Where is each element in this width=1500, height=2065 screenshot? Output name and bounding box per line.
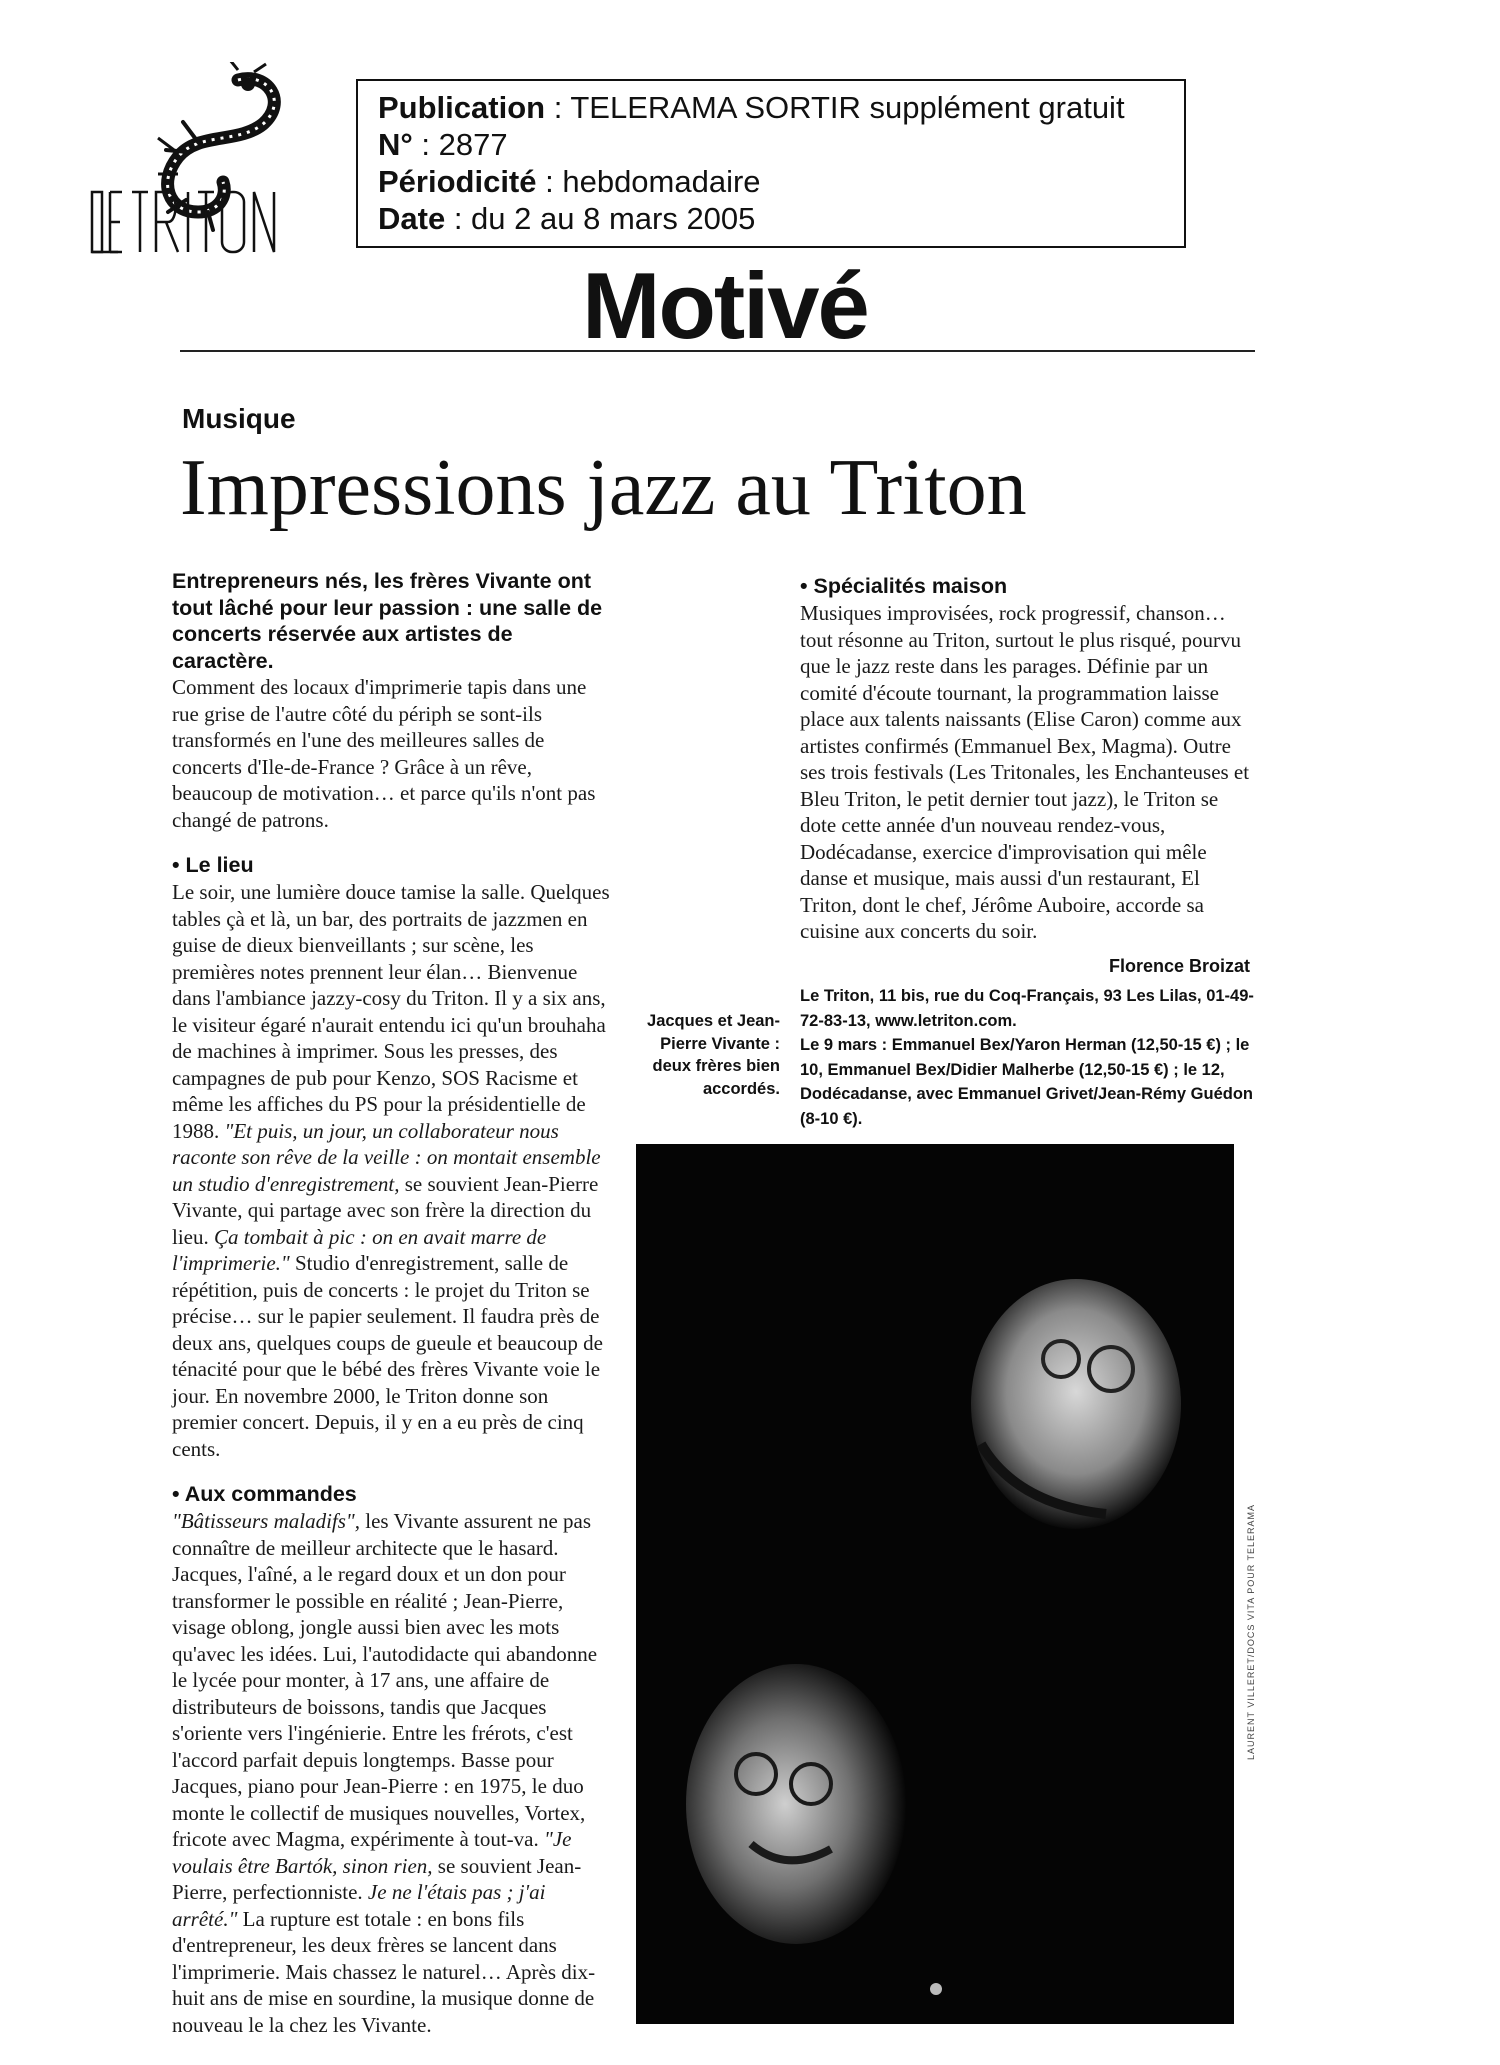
date-row [378, 200, 1164, 237]
section-body-aux-commandes [172, 1508, 612, 2038]
practical-info [800, 984, 1260, 1131]
concert-dates: Le 9 mars : Emmanuel Bex/Yaron Herman (12,50-15 €) ; le 10, Emmanuel Bex/Didier Malherbe (12,50-15 €) ; le 12, Dodécadanse, avec Emmanuel Grivet/Jean-Rémy Guédon (8-10 €). [800, 1036, 1254, 1128]
salamander-icon [88, 62, 293, 267]
number-label: N° [378, 127, 413, 162]
date-value: du 2 au 8 mars 2005 [471, 201, 756, 236]
le-triton-logo [88, 62, 293, 267]
periodicity-label: Périodicité [378, 164, 537, 199]
venue-address: Le Triton, 11 bis, rue du Coq-Français, 93 Les Lilas, 01-49-72-83-13, www.letriton.com. [800, 987, 1254, 1030]
photo-caption: Jacques et Jean-Pierre Vivante : deux frères bien accordés. [647, 1012, 780, 1098]
section-title-le-lieu: • Le lieu [172, 853, 254, 877]
body-text: se souvient Jean-Pierre Vivante, qui partage avec son frère la direction du lieu. [172, 1171, 599, 1249]
quote-text: "Et puis, un jour, un collaborateur nous raconte son rêve de la veille : on montait ensemble un studio d'enregistrement, [172, 1118, 601, 1196]
vivante-brothers-photo [636, 1144, 1234, 2024]
separator: : [445, 201, 472, 236]
article-column-left [172, 568, 612, 2038]
body-text: les Vivante assurent ne pas connaître de meilleur architecte que le hasard. Jacques, l'aîné, a le regard doux et un don pour transformer le possible en réalité ; Jean-Pierre, visage oblong, jongle aussi bien avec les mots qu'avec les idées. Lui, l'autodidacte qui abandonne le lycée pour monter, à 17 ans, une affaire de distributeurs de boissons, tandis que Jacques s'oriente vers l'ingénierie. Entre les frérots, c'est l'accord parfait depuis longtemps. Basse pour Jacques, piano pour Jean-Pierre : en 1975, le duo monte le collectif de musiques nouvelles, Vortex, fricote avec Magma, expérimente à tout-va. [172, 1509, 598, 1851]
body-text: se souvient Jean-Pierre, perfectionniste. [172, 1853, 582, 1904]
body-text: Le soir, une lumière douce tamise la salle. Quelques tables çà et là, un bar, des portraits de jazzmen en guise de dieux bienveillants ; sur scène, les premières notes prennent leur élan… Bienvenue dans l'ambiance jazzy-cosy du Triton. Il y a six ans, le visiteur égaré n'aurait entendu ici qu'un brouhaha de machines à imprimer. Sous les presses, des campagnes de pub pour Kenzo, SOS Racisme et même les affiches du PS pour la présidentielle de 1988. [172, 880, 610, 1143]
quote-text: "Je voulais être Bartók, sinon rien, [172, 1827, 572, 1878]
periodicity-value: hebdomadaire [562, 164, 761, 199]
publication-row [378, 89, 1164, 126]
photo-credit: LAURENT VILLERET/DOCS VITA POUR TELERAMA [1246, 1503, 1256, 1760]
separator: : [412, 127, 439, 162]
periodicity-row [378, 163, 1164, 200]
date-label: Date [378, 201, 446, 236]
article-lead: Entrepreneurs nés, les frères Vivante ont tout lâché pour leur passion : une salle de concerts réservée aux artistes de caractère. [172, 569, 603, 673]
publication-value: TELERAMA SORTIR supplément gratuit [570, 90, 1125, 125]
author-signature: Florence Broizat [1108, 956, 1250, 976]
quote-text: Je ne l'étais pas ; j'ai arrêté." [172, 1880, 546, 1931]
section-masthead: Motivé [582, 253, 868, 358]
publication-info-box [356, 79, 1186, 248]
photo-image [636, 1144, 1234, 2024]
number-value: 2877 [438, 127, 508, 162]
rubric-label: Musique [182, 403, 296, 434]
article-headline: Impressions jazz au Triton [180, 444, 1027, 532]
separator: : [545, 90, 571, 125]
quote-text: Ça tombait à pic : on en avait marre de l'imprimerie." [172, 1224, 547, 1275]
separator: : [536, 164, 563, 199]
masthead-rule [180, 350, 1255, 352]
article-column-right [800, 572, 1255, 945]
body-text: La rupture est totale : en bons fils d'entrepreneur, les deux frères se lancent dans l'imprimerie. Mais chassez le naturel… Après dix-huit ans de mise en sourdine, la musique donne de nouveau le la chez les Vivante. [172, 1906, 596, 2037]
body-text: Studio d'enregistrement, salle de répétition, puis de concerts : le projet du Triton se précise… sur le papier seulement. Il faudra près de deux ans, quelques coups de gueule et beaucoup de ténacité pour que le bébé des frères Vivante voie le jour. En novembre 2000, le Triton donne son premier concert. Depuis, il y en a eu près de cinq cents. [172, 1251, 603, 1461]
quote-text: "Bâtisseurs maladifs", [172, 1509, 360, 1533]
number-row [378, 126, 1164, 163]
section-body-le-lieu [172, 879, 612, 1462]
article-intro: Comment des locaux d'imprimerie tapis dans une rue grise de l'autre côté du périph se sont-ils transformés en l'une des meilleures salles de concerts d'Ile-de-France ? Grâce à un rêve, beaucoup de motivation… et parce qu'ils n'ont pas changé de patrons. [172, 675, 596, 832]
section-title-specialites: • Spécialités maison [800, 574, 1008, 598]
publication-label: Publication [378, 90, 546, 125]
section-body-specialites: Musiques improvisées, rock progressif, chanson… tout résonne au Triton, surtout le plus risqué, pourvu que le jazz reste dans les parages. Définie par un comité d'écoute tournant, la programmation laisse place aux talents naissants (Elise Caron) comme aux artistes confirmés (Emmanuel Bex, Magma). Outre ses trois festivals (Les Tritonales, les Enchanteuses et Bleu Triton, le petit dernier tout jazz), le Triton se dote cette année d'un nouveau rendez-vous, Dodécadanse, exercice d'improvisation qui mêle danse et musique, mais aussi d'un restaurant, El Triton, dont le chef, Jérôme Auboire, accorde sa cuisine aux concerts du soir. [800, 601, 1250, 943]
section-title-aux-commandes: • Aux commandes [172, 1482, 357, 1506]
